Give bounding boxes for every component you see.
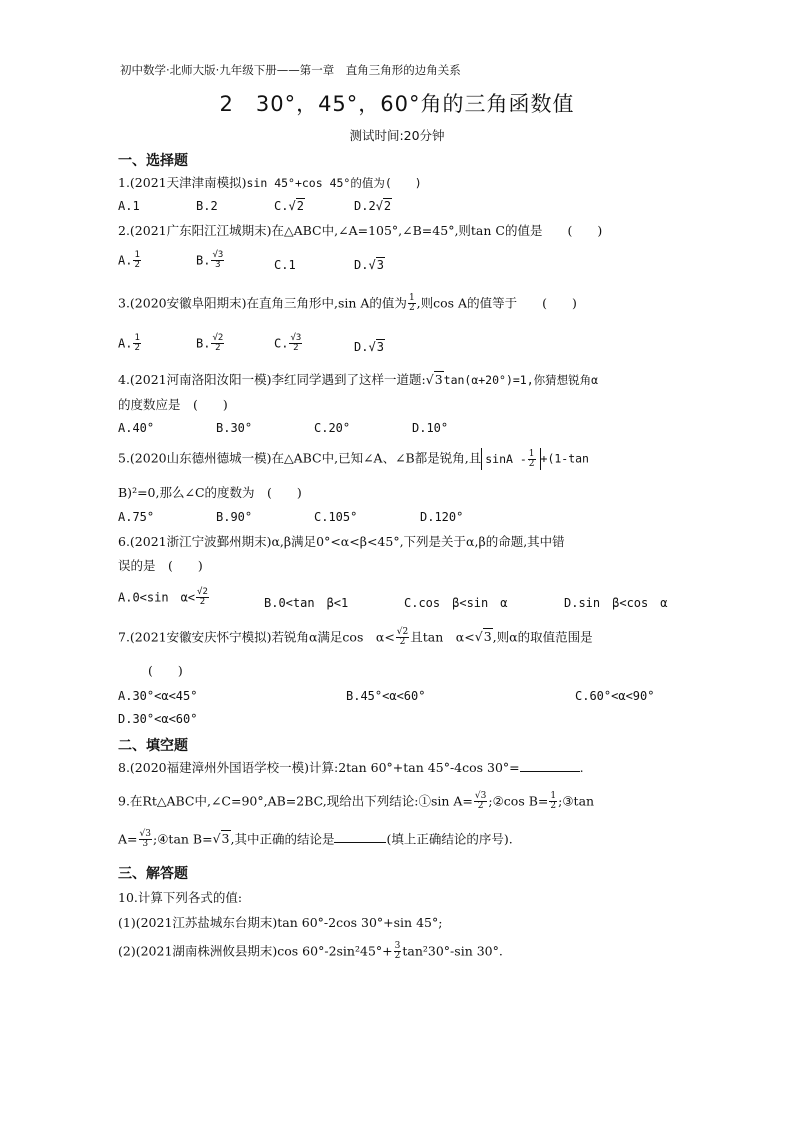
q7-option-a: A.30°<α<45° xyxy=(118,689,198,703)
question-8: 8.(2020福建漳州外国语学校一模)计算:2tan 60°+tan 45°-4cos 30°= . xyxy=(118,760,584,775)
fraction: $\frac{3}{2}$ xyxy=(394,941,401,962)
q2-option-b: B. $\frac{√3}{3}$ xyxy=(196,250,224,271)
q7-option-d: D.30°<α<60° xyxy=(118,712,198,726)
section-heading-solve: 三、解答题 xyxy=(118,866,188,882)
sqrt-symbol: √3 xyxy=(212,831,230,847)
q5-option-a: A.75° xyxy=(118,510,155,524)
running-header: 初中数学·北师大版·九年级下册——第一章 直角三角形的边角关系 xyxy=(120,63,461,77)
q2-option-a: A. $\frac{1}{2}$ xyxy=(118,250,140,271)
fraction: $\frac{√3}{2}$ xyxy=(474,791,487,812)
fraction: $\frac{1}{2}$ xyxy=(134,250,140,271)
q4-option-a: A.40° xyxy=(118,421,155,435)
question-10-stem: 10.计算下列各式的值: xyxy=(118,890,243,905)
q2-option-d: D.√3 xyxy=(354,258,384,272)
sqrt-symbol: √3 xyxy=(425,372,443,387)
q3-option-b: B. $\frac{√2}{2}$ xyxy=(196,333,224,354)
question-3: 3.(2020安徽阜阳期末)在直角三角形中,sin A的值为 $\frac{1}{2}$ ,则cos A的值等于 ( ) xyxy=(118,293,577,314)
absolute-value: sinA - $\frac{1}{2}$ xyxy=(481,448,540,470)
question-10-part-2: (2)(2021湖南株洲攸县期末)cos 60°-2sin²45°+ $\frac{3}{2}$ tan²30°-sin 30°. xyxy=(118,941,503,962)
sqrt-symbol: √3 xyxy=(368,258,384,272)
q6-option-d: D.sin β<cos α xyxy=(564,596,668,610)
fraction: $\frac{1}{2}$ xyxy=(408,293,415,314)
q5-option-b: B.90° xyxy=(216,510,253,524)
fraction: $\frac{√2}{2}$ xyxy=(212,333,224,354)
question-4-line-1: 4.(2021河南洛阳汝阳一模)李红同学遇到了这样一道题:√3tan(α+20°)=1,你猜想锐角α xyxy=(118,372,599,387)
question-5-line-1: 5.(2020山东德州德城一模)在△ABC中,已知∠A、∠B都是锐角,且 sinA - $\frac{1}{2}$ +(1-tan xyxy=(118,448,589,469)
fraction: $\frac{√3}{2}$ xyxy=(290,333,302,354)
section-heading-fill: 二、填空题 xyxy=(118,738,188,754)
section-heading-choice: 一、选择题 xyxy=(118,153,188,169)
q1-option-b: B.2 xyxy=(196,199,218,213)
fraction: $\frac{√2}{2}$ xyxy=(396,627,409,648)
q5-option-c: C.105° xyxy=(314,510,358,524)
question-7-line-2: ( ) xyxy=(148,663,183,678)
answer-blank xyxy=(520,760,580,772)
question-6-line-1: 6.(2021浙江宁波鄞州期末)α,β满足0°<α<β<45°,下列是关于α,β的命题,其中错 xyxy=(118,534,565,549)
sqrt-symbol: √2 xyxy=(288,199,304,213)
q4-option-b: B.30° xyxy=(216,421,253,435)
sqrt-symbol: √3 xyxy=(368,340,384,354)
q3-option-c: C. $\frac{√3}{2}$ xyxy=(274,333,302,354)
question-2: 2.(2021广东阳江江城期末)在△ABC中,∠A=105°,∠B=45°,则tan C的值是 ( ) xyxy=(118,223,603,238)
page-title: 2 30°，45°，60°角的三角函数值 xyxy=(219,92,575,116)
q4-option-d: D.10° xyxy=(412,421,449,435)
question-9-line-1: 9.在Rt△ABC中,∠C=90°,AB=2BC,现给出下列结论:①sin A= $\frac{√3}{2}$ ;②cos B= $\frac{1}{2}$ ;③tan xyxy=(118,791,595,812)
answer-blank xyxy=(334,831,386,843)
question-6-line-2: 误的是 ( ) xyxy=(118,558,203,573)
q2-option-c: C.1 xyxy=(274,258,296,272)
q6-option-a: A.0<sin α< $\frac{√2}{2}$ xyxy=(118,587,208,608)
q3-option-d: D.√3 xyxy=(354,340,384,354)
q1-option-a: A.1 xyxy=(118,199,140,213)
q7-option-b: B.45°<α<60° xyxy=(346,689,426,703)
q4-option-c: C.20° xyxy=(314,421,351,435)
fraction: $\frac{1}{2}$ xyxy=(528,448,535,469)
question-1: 1.(2021天津津南模拟)sin 45°+cos 45°的值为( ) xyxy=(118,175,422,190)
q5-option-d: D.120° xyxy=(420,510,464,524)
question-10-part-1: (1)(2021江苏盐城东台期末)tan 60°-2cos 30°+sin 45°; xyxy=(118,915,443,930)
question-7-line-1: 7.(2021安徽安庆怀宁模拟)若锐角α满足cos α< $\frac{√2}{2}$ 且tan α<√3,则α的取值范围是 xyxy=(118,627,593,648)
question-5-line-2: B)²=0,那么∠C的度数为 ( ) xyxy=(118,485,302,500)
fraction: $\frac{1}{2}$ xyxy=(134,333,140,354)
q1-option-d: D.2√2 xyxy=(354,199,392,213)
question-4-line-2: 的度数应是 ( ) xyxy=(118,397,228,412)
question-9-line-2: A= $\frac{√3}{3}$ ;④tan B=√3,其中正确的结论是 (填上正确结论的序号). xyxy=(118,829,513,850)
q7-option-c: C.60°<α<90° xyxy=(575,689,655,703)
q1-option-c: C.√2 xyxy=(274,199,304,213)
fraction: $\frac{√2}{2}$ xyxy=(197,587,208,608)
sqrt-symbol: √2 xyxy=(375,199,392,213)
q6-option-c: C.cos β<sin α xyxy=(404,596,508,610)
fraction: $\frac{1}{2}$ xyxy=(550,791,557,812)
sqrt-symbol: √3 xyxy=(474,629,492,645)
q6-option-b: B.0<tan β<1 xyxy=(264,596,349,610)
test-time: 测试时间:20分钟 xyxy=(349,128,445,143)
q3-option-a: A. $\frac{1}{2}$ xyxy=(118,333,140,354)
fraction: $\frac{√3}{3}$ xyxy=(139,829,151,850)
fraction: $\frac{√3}{3}$ xyxy=(212,250,224,271)
